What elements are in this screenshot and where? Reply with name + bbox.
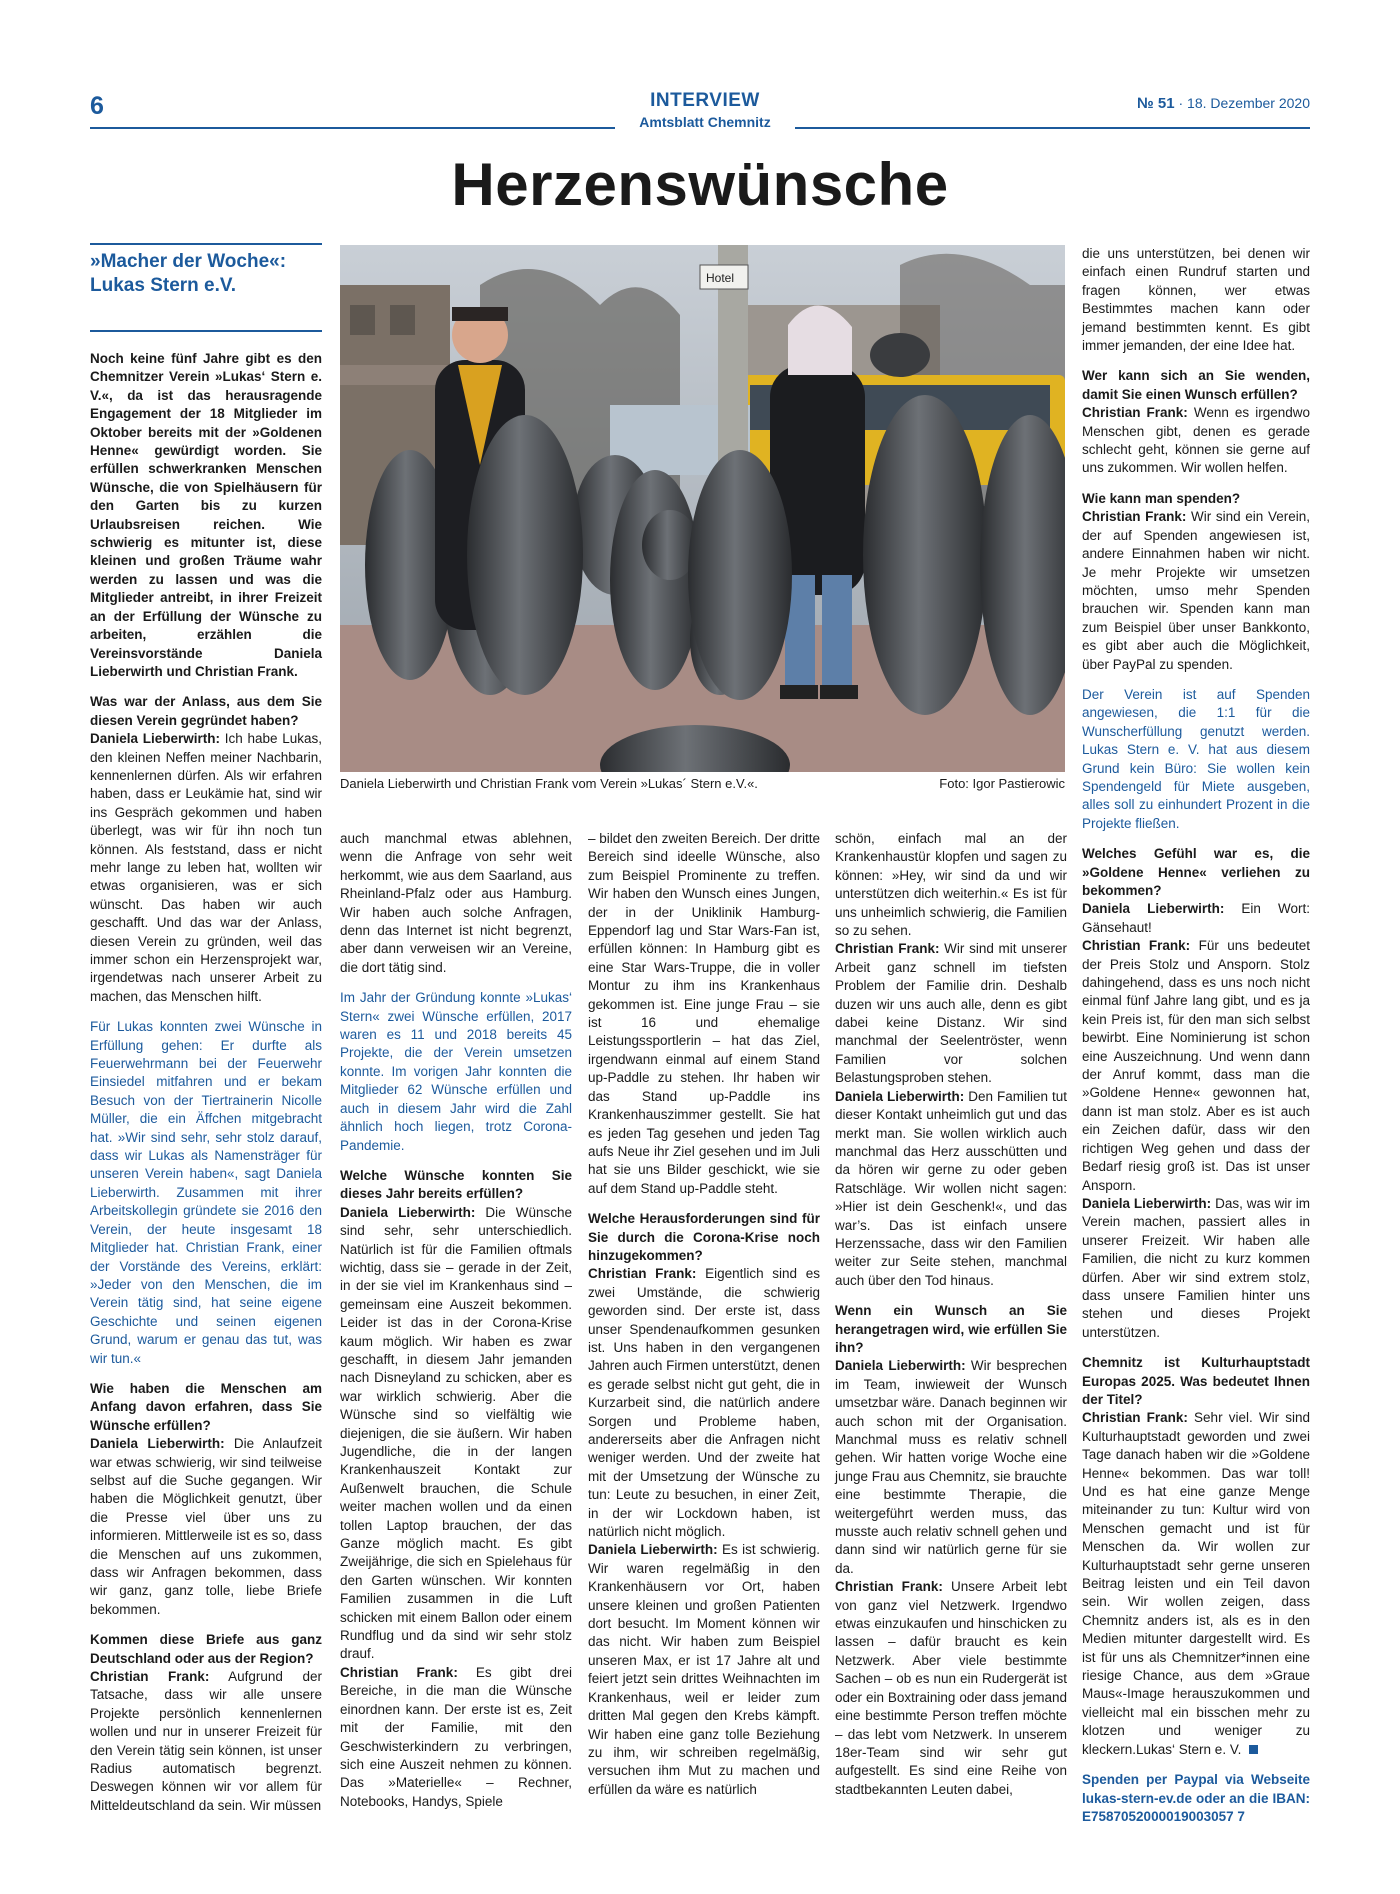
answer: Daniela Lieberwirth: Ich habe Lukas, den kleinen Neffen meiner Nachbarin, kennenlernen dürfen. Als wir erfahren haben, dass er Leukämie hat, sind wir ins Gespräch gekommen und haben überlegt, was wir für ihn noch tun können. Als feststand, dass er nicht mehr lange zu leben hat, wollten wir etwas organisieren, was er sich wünscht. Das haben wir auch geschafft. Und das war der Anlass, diesen Verein zu gründen, weil das immer schon ein Herzensprojekt war, irgendetwas nach unserer Arbeit zu machen, das Menschen hilft. — [90, 731, 323, 1004]
speaker: Daniela Lieberwirth: — [90, 731, 221, 747]
speaker: Daniela Lieberwirth: — [835, 1358, 966, 1374]
question: Wie haben die Menschen am Anfang davon erfahren, dass Sie Wünsche erfüllen? — [90, 1380, 322, 1433]
page-number: 6 — [90, 92, 104, 120]
speaker: Christian Frank: — [835, 941, 940, 957]
article-end-mark — [1249, 1745, 1258, 1754]
article-lead: Noch keine fünf Jahre gibt es den Chemnitzer Verein »Lukas‘ Stern e. V.«, da ist das herausragende Engagement der 18 Mitglieder im Oktober bereits mit der »Goldenen Henne« gewürdigt worden. Sie erfüllen schwerkranken Menschen Wünsche, die von Spielhäusern für den Garten bis zu kurzen Urlaubsreisen reichen. Wie schwierig es mitunter ist, diese kleinen und großen Träume wahr werden zu lassen und was die Mitglieder antreibt, in ihrer Freizeit an der Erfüllung der Wünsche zu arbeiten, erzählen die Vereinsvorstände Daniela Lieberwirth und Christian Frank. — [90, 351, 322, 679]
issue-number: № 51 — [1137, 95, 1175, 112]
answer: Daniela Lieberwirth: Wir besprechen im Team, inwieweit der Wunsch umsetzbar wäre. Danach beginnen wir auch schon mit der Organisation. Manchmal muss es relativ schnell gehen. Wir hatten vorige Woche eine junge Frau aus Chemnitz, sie brauchte eine bestimmte Therapie, die weitergeführt werden muss, das musste auch relativ schnell gehen und dann sind wir natürlich gerne für sie da. — [835, 1358, 1067, 1576]
info-box: Der Verein ist auf Spenden angewiesen, die 1:1 für die Wunscherfüllung genutzt werden. Lukas Stern e. V. hat aus diesem Grund kein Büro: Sie wollen kein Spendengeld für Miete ausgeben, alles soll zu einhundert Prozent in die Projekte fließen. — [1082, 686, 1310, 831]
answer: Christian Frank: Unsere Arbeit lebt von ganz viel Netzwerk. Irgendwo etwas einzukaufen und hinschicken zu lassen – dafür braucht es kein Netzwerk. Aber viele bestimmte Sachen – ob es nun ein Rudergerät ist oder ein Boxtraining oder dass jemand eine bestimmte Person treffen möchte – das lebt vom Netzwerk. In unserem 18er-Team sind wir sehr gut aufgestellt. Es sind eine Reihe von stadtbekannten Leuten dabei, — [835, 1579, 1067, 1797]
question: Chemnitz ist Kulturhauptstadt Europas 2025. Was bedeutet Ihnen der Titel? — [1082, 1355, 1310, 1407]
column-4 — [835, 830, 1067, 1799]
answer: Daniela Lieberwirth: Die Anlaufzeit war etwas schwierig, wir sind teilweise selbst auf die Suche gegangen. Wir haben die Möglichkeit genutzt, über die Presse viel über uns zu informieren. Mittlerweile ist es so, dass die Menschen auf uns zukommen, dass wir Anfragen bekommen, dass wir ganz, ganz tolle, liebe Briefe bekommen. — [90, 1436, 322, 1617]
speaker: Christian Frank: — [340, 1664, 458, 1680]
speaker: Daniela Lieberwirth: — [1082, 1195, 1212, 1211]
kicker-rule-bottom — [90, 330, 322, 332]
question: Welche Wünsche konnten Sie dieses Jahr bereits erfüllen? — [340, 1167, 572, 1202]
info-box: Für Lukas konnten zwei Wünsche in Erfüllung gehen: Er durfte als Feuerwehrmann bei der Feuerwehr Einsiedel mitfahren und er bekam Besuch von der Tiertrainerin Nicolle Müller, die ein Äffchen mitgebracht hat. »Wir sind sehr, sehr stolz darauf, dass wir Lukas als Namensträger für unseren Verein haben«, sagt Daniela Lieberwirth. Zusammen mit ihrer Arbeitskollegin gründete sie 2016 den Verein, der heute insgesamt 18 Mitglieder hat. Christian Frank, einer der Vorstände des Vereins, erklärt: »Jeder von den Menschen, die im Verein tätig sind, hat seine eigene Geschichte und seinen eigenen Grund, warum er genau das tut, was wir tun.« — [90, 1019, 322, 1366]
speaker: Christian Frank: — [1082, 1410, 1188, 1426]
paragraph: auch manchmal etwas ablehnen, wenn die Anfrage von sehr weit herkommt, wie aus dem Saarland, aus Rheinland-Pfalz oder aus Hamburg. Wir haben auch solche Anfragen, denn das Internet ist nicht begrenzt, aber dann verweisen wir an Vereine, die dort tätig sind. — [340, 831, 572, 975]
question: Welches Gefühl war es, die »Goldene Henne« verliehen zu bekommen? — [1082, 846, 1310, 898]
section-rubric — [620, 90, 790, 130]
header-rule-left — [90, 127, 615, 129]
photo-credit: Foto: Igor Pastierowic — [939, 776, 1065, 791]
answer: Daniela Lieberwirth: Den Familien tut dieser Kontakt unheimlich gut und das merkt man. Sie wollen wirklich auch manchmal das Herz ausschütten und da hören wir gerne zu oder geben Ratschläge. Wir wollen nicht sagen: »Hier ist dein Geschenk!«, und das war’s. Das ist einfach unsere Herzenssache, dass wir den Familien weiter zur Seite stehen, manchmal auch über den Tod hinaus. — [835, 1088, 1067, 1288]
speaker: Christian Frank: — [1082, 509, 1187, 525]
speaker: Christian Frank: — [90, 1669, 210, 1685]
publication-name: Amtsblatt Chemnitz — [639, 114, 771, 130]
answer: Daniela Lieberwirth: Das, was wir im Verein machen, passiert alles in unserer Freizeit. Wir haben alle Familien, die nicht zu kurz kommen dürfen. Aber wir sind extrem stolz, dass unsere Familien hinter uns stehen und dieses Projekt unterstützen. — [1082, 1195, 1310, 1340]
photo-caption — [340, 776, 1065, 791]
kicker-line-2: Lukas Stern e.V. — [90, 275, 237, 296]
answer: Christian Frank: Für uns bedeutet der Preis Stolz und Ansporn. Stolz dahingehend, dass es uns noch nicht einmal fünf Jahre lang gibt, und es ja kein Preis ist, für den man sich selbst bewirbt. Eine Nominierung ist schon eine Auszeichnung. Und wenn dann der Anruf kommt, dass man die »Goldene Henne« gewonnen hat, dann ist man stolz. Aber es ist auch ein Zeichen dafür, dass wir den richtigen Weg gehen und dass der Bedarf riesig groß ist. Das ist unser Ansporn. — [1082, 938, 1310, 1193]
kicker-line-1: »Macher der Woche«: — [90, 251, 287, 272]
speaker: Christian Frank: — [588, 1266, 697, 1282]
speaker: Daniela Lieberwirth: — [588, 1542, 718, 1558]
answer: Christian Frank: Sehr viel. Wir sind Kulturhauptstadt geworden und zwei Tage danach haben wir die »Goldene Henne« bekommen. Das war toll! Und es hat eine ganze Menge miteinander zu tun: Kultur wird von Menschen gemacht und ist für Menschen da. Wir wollen zur Kulturhauptstadt sehr gerne unseren Beitrag leisten und ein Teil davon sein. Wir wollen zeigen, dass Chemnitz anders ist, als es in den Medien mitunter dargestellt wird. Es ist für uns als Chemnitzer*innen eine riesige Chance, aus dem »Graue Maus«-Image herauszukommen und vielleicht mal ein bisschen mehr zu klotzen und weniger zu kleckern.Lukas‘ Stern e. V. — [1082, 1410, 1310, 1757]
paragraph: schön, einfach mal an der Krankenhaustür klopfen und sagen zu können: »Hey, wir sind da und wir unterstützen dich weiterhin.« Es ist für uns unheimlich schwierig, die Familien so zu sehen. — [835, 831, 1067, 939]
speaker: Daniela Lieberwirth: — [835, 1088, 965, 1104]
question: Welche Herausforderungen sind für Sie durch die Corona-Krise noch hinzugekommen? — [588, 1211, 820, 1263]
article-photo — [340, 245, 1065, 772]
donation-info: Spenden per Paypal via Webseite lukas-stern-ev.de oder an die IBAN: E7587052000019003057 7 — [1082, 1772, 1310, 1824]
column-3 — [588, 830, 820, 1799]
answer: Christian Frank: Eigentlich sind es zwei Umstände, die schwierig geworden sind. Der erste ist, dass unser Spendenaufkommen gesunken ist. Uns haben in den vergangenen Jahren auch Firmen unterstützt, denen es gerade selbst nicht gut geht, die in Kurzarbeit sind, die natürlich andere Sorgen und Probleme haben, andererseits aber die Anfragen nicht weniger werden. Und der zweite hat mit der Umsetzung der Wünsche zu tun: Leute zu besuchen, in einer Zeit, in der wir Lockdown haben, ist natürlich nicht möglich. — [588, 1266, 820, 1540]
issue-date: 18. Dezember 2020 — [1187, 95, 1310, 111]
speaker: Christian Frank: — [1082, 938, 1191, 954]
paragraph: die uns unterstützen, bei denen wir einfach einen Rundruf starten und fragen können, wer etwas Bestimmtes machen kann oder jemand bestimmten kennt. Es gibt immer jemanden, der eine Idee hat. — [1082, 246, 1310, 354]
paragraph: – bildet den zweiten Bereich. Der dritte Bereich sind ideelle Wünsche, also zum Beispiel Prominente zu treffen. Wir haben den Wunsch eines Jungen, der in der Uniklinik Hamburg-Eppendorf lag und Star Wars-Fan ist, erfüllen können: In Hamburg gibt es eine Star Wars-Truppe, die in voller Montur zu ihm ins Krankenhaus gekommen ist. Eine junge Frau – sie ist 16 und ehemalige Leistungssportlerin – hat das Ziel, irgendwann einmal auf einem Stand up-Paddle zu stehen. Ihr haben wir das Stand up-Paddle ins Krankenhauszimmer gestellt. Sie hat es jeden Tag gesehen und jeden Tag aufs Neue ihr Ziel gesehen und im Juli hat sie uns Bilder geschickt, wie sie auf dem Stand up-Paddle steht. — [588, 831, 820, 1196]
answer: Daniela Lieberwirth: Es ist schwierig. Wir waren regelmäßig in den Krankenhäusern vor Ort, haben unsere kleinen und großen Patienten dort besucht. Im Moment können wir das nicht. Wir haben zum Beispiel unseren Max, er ist 17 Jahre alt und feiert jetzt sein drittes Weihnachten im Krankenhaus, weil er leider zum dritten Mal gegen den Krebs kämpft. Wir haben eine ganz tolle Beziehung zu ihm, wir schreiben regelmäßig, versuchen ihm Mut zu machen und erfüllen da wäre es natürlich — [588, 1542, 820, 1797]
answer: Daniela Lieberwirth: Die Wünsche sind sehr, sehr unterschiedlich. Natürlich ist für die Familien oftmals wichtig, dass sie – gerade in der Zeit, in der sie viel im Krankenhaus sind – gemeinsam eine Auszeit bekommen. Leider ist das in der Corona-Krise kaum möglich. Wir haben es zwar geschafft, in diesem Jahr jemanden nach Disneyland zu schicken, aber es war wirklich schwierig. Aber die Wünsche sind so vielfältig wie diejenigen, die sie äußern. Wir haben Jugendliche, die in der langen Krankenhauszeit Kontakt zur Außenwelt brauchen, die Schule weiter machen wollen und da einen tollen Laptop brauchen, der das Ganze möglich macht. Es gibt Zweijährige, die sich en Spielehaus für den Garten wünschen. Wir konnten Familien zusammen in die Luft schicken mit einem Ballon oder einem Rundflug und da sind wir sehr stolz drauf. — [340, 1204, 572, 1662]
kicker-box — [90, 250, 322, 298]
speaker: Daniela Lieberwirth: — [1082, 901, 1225, 917]
question: Wie kann man spenden? — [1082, 490, 1241, 506]
column-1 — [90, 350, 322, 1815]
answer: Christian Frank: Wenn es irgendwo Menschen gibt, denen es gerade schlecht geht, können sie gerne auf uns zukommen. Wir wollen helfen. — [1082, 405, 1310, 476]
speaker: Christian Frank: — [1082, 405, 1188, 421]
question: Wer kann sich an Sie wenden, damit Sie einen Wunsch erfüllen? — [1082, 368, 1310, 402]
answer: Christian Frank: Wir sind mit unserer Arbeit ganz schnell im tiefsten Problem der Familie drin. Deshalb duzen wir uns auch alle, denn es gibt dabei keine Distanz. Wir sind manchmal der Seelentröster, wenn Familien vor solchen Belastungsproben stehen. — [835, 941, 1067, 1086]
column-2 — [340, 830, 572, 1811]
page-headline: Herzenswünsche — [451, 151, 949, 218]
answer: Christian Frank: Es gibt drei Bereiche, in die man die Wünsche einordnen kann. Der erste ist es, Zeit mit der Familie, mit den Geschwisterkindern zu verbringen, sich eine Auszeit nehmen zu können. Das »Materielle« – Rechner, Notebooks, Handys, Spiele — [340, 1664, 572, 1809]
answer: Christian Frank: Aufgrund der Tatsache, dass wir alle unsere Projekte persönlich kennenlernen wollen und nur in unserer Freizeit für den Verein tätig sein können, ist unser Radius automatisch begrenzt. Deswegen können wir vor allem für Mitteldeutschland da sein. Wir müssen — [90, 1669, 322, 1813]
speaker: Christian Frank: — [835, 1579, 943, 1595]
speaker: Daniela Lieberwirth: — [340, 1204, 476, 1220]
penguin-statues-photo — [340, 245, 1065, 772]
question: Wenn ein Wunsch an Sie herangetragen wird, wie erfüllen Sie ihn? — [835, 1303, 1067, 1355]
question: Was war der Anlass, aus dem Sie diesen Verein gegründet haben? — [90, 694, 322, 728]
issue-info: № 51 · 18. Dezember 2020 — [1137, 95, 1310, 112]
section-title: INTERVIEW — [650, 90, 760, 111]
speaker: Daniela Lieberwirth: — [90, 1436, 225, 1452]
caption-text: Daniela Lieberwirth und Christian Frank vom Verein »Lukas´ Stern e.V.«. — [340, 776, 758, 791]
header-rule-right — [795, 127, 1310, 129]
answer: Daniela Lieberwirth: Ein Wort: Gänsehaut! — [1082, 901, 1310, 935]
kicker-rule-top — [90, 243, 322, 245]
info-box: Im Jahr der Gründung konnte »Lukas‘ Stern« zwei Wünsche erfüllen, 2017 waren es 11 und 2018 bereits 45 Projekte, die der Verein umsetzen konnte. Im vorigen Jahr konnten die Mitglieder 62 Wünsche erfüllen und auch in diesem Jahr wird die Zahl ähnlich hoch liegen, trotz Corona-Pandemie. — [340, 990, 572, 1153]
answer: Christian Frank: Wir sind ein Verein, der auf Spenden angewiesen ist, andere Einnahmen haben wir nicht. Je mehr Projekte wir umsetzen möchten, umso mehr Spenden brauchen wir. Spenden kann man zum Beispiel über unser Bankkonto, es gibt aber auch die Möglichkeit, über PayPal zu spenden. — [1082, 509, 1310, 672]
question: Kommen diese Briefe aus ganz Deutschland oder aus der Region? — [90, 1632, 322, 1666]
column-5 — [1082, 245, 1310, 1826]
street-sign-text: Hotel — [706, 271, 735, 285]
